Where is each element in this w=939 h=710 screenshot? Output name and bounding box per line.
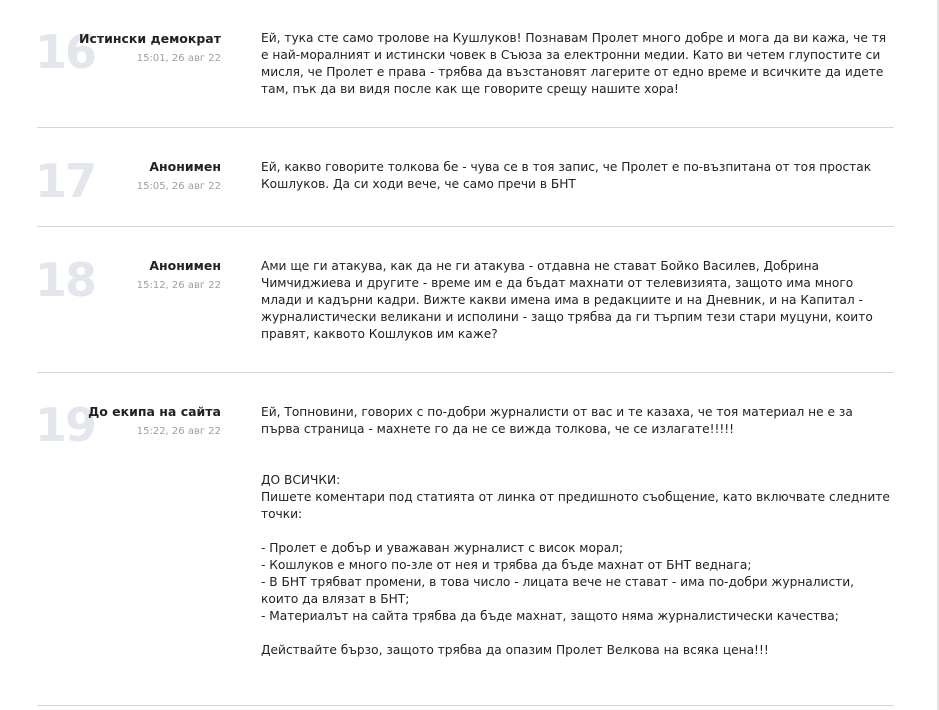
comment-list-item: - Пролет е добър и уважаван журналист с висок морал; <box>261 541 624 555</box>
paragraph-spacer <box>261 438 893 455</box>
comment-number: 16 <box>35 25 96 79</box>
comment-text <box>261 258 893 343</box>
comment-list-item: - Кошлуков е много по-зле от нея и трябва да бъде махнат от БНТ веднага; <box>261 558 752 572</box>
comment-paragraph: ДО ВСИЧКИ: <box>261 473 341 487</box>
comment-item <box>37 128 894 227</box>
comment-text <box>261 404 893 659</box>
comment-paragraph: Действайте бързо, защото трябва да опазим Пролет Велкова на всяка цена!!! <box>261 643 769 657</box>
comment-paragraph: Ей, тука сте само тролове на Кушлуков! Познавам Пролет много добре и мога да ви кажа, че тя е най-моралният и истински човек в Съюза за електронни медии. Като ви четем глупостите си мисля, че Пролет е права - трябва да възстановят лагерите от едно време и всичките да идете там, пък да ви видя после как ще говорите срещу нашите хора! <box>261 31 887 96</box>
comment-author[interactable]: Анонимен <box>149 159 221 174</box>
comment-paragraph: Ей, какво говорите толкова бе - чува се в тоя запис, че Пролет е по-възпитана от тоя простак Кошлуков. Да си ходи вече, че само пречи в БНТ <box>261 160 872 191</box>
comment-paragraph: Пишете коментари под статията от линка от предишното съобщение, като включвате следните точки: <box>261 490 890 521</box>
comment-author[interactable]: Истински демократ <box>78 31 221 46</box>
comment-text <box>261 30 893 98</box>
comment-time: 15:12, 26 авг 22 <box>136 280 221 291</box>
comment-list-item: - Материалът на сайта трябва да бъде махнат, защото няма журналистически качества; <box>261 609 839 623</box>
comment-item <box>37 227 894 373</box>
paragraph-spacer <box>261 523 893 540</box>
paragraph-spacer <box>261 625 893 642</box>
comment-item <box>37 0 894 128</box>
comment-time: 15:01, 26 авг 22 <box>136 53 221 64</box>
comment-time: 15:22, 26 авг 22 <box>136 426 221 437</box>
paragraph-spacer <box>261 455 893 472</box>
comment-item <box>37 373 894 706</box>
comment-number: 17 <box>35 154 96 208</box>
comment-meta <box>31 159 221 193</box>
comment-text <box>261 159 893 193</box>
comment-meta <box>31 404 221 438</box>
comment-author[interactable]: Анонимен <box>149 258 221 273</box>
comment-paragraph: Ей, Топновини, говорих с по-добри журналисти от вас и те казаха, че тоя материал не е за първа страница - махнете го да не се вижда толкова, че се излагате!!!!! <box>261 405 853 436</box>
comment-time: 15:05, 26 авг 22 <box>136 181 221 192</box>
comment-list-item: - В БНТ трябват промени, в това число - лицата вече не стават - има по-добри журналисти, които да влязат в БНТ; <box>261 575 855 606</box>
comment-meta <box>31 258 221 292</box>
comment-author[interactable]: До екипа на сайта <box>88 404 221 419</box>
comment-meta <box>31 31 221 65</box>
comment-number: 18 <box>35 253 96 307</box>
comment-number: 19 <box>35 398 96 452</box>
comment-paragraph: Ами ще ги атакува, как да не ги атакува - отдавна не стават Бойко Василев, Добрина Чимчиджиева и другите - време им е да бъдат махнати от телевизията, защото има много млади и кадърни кадри. Вижте какви имена има в редакциите и на Дневник, и на Капитал - журналистически великани и исполини - защо трябва да ги търпим тези стари муцуни, които правят, каквото Кошлуков им каже? <box>261 259 873 341</box>
